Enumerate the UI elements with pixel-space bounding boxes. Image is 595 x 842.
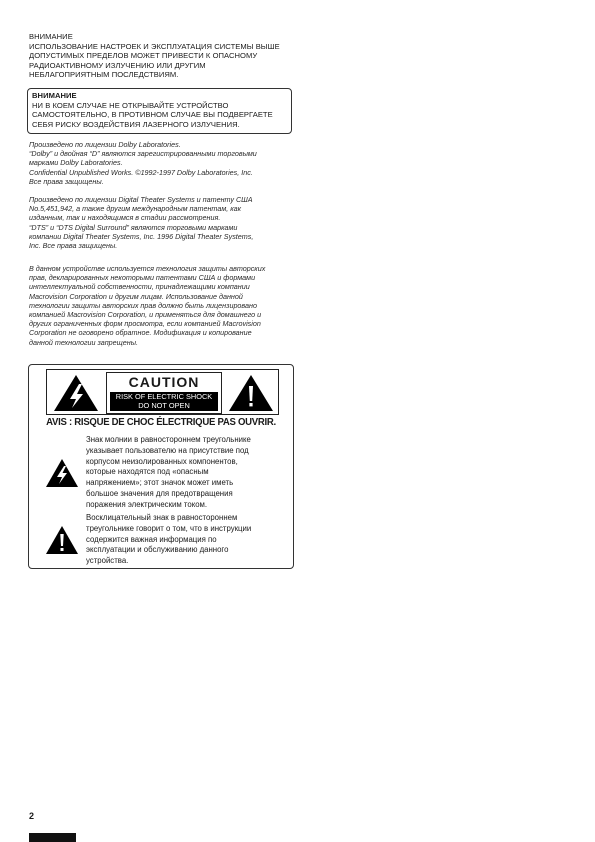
exclamation-symbol-explanation (86, 513, 251, 567)
text-line: СЕБЯ РИСКУ ВОЗДЕЙСТВИЯ ЛАЗЕРНОГО ИЗЛУЧЕНИЯ. (32, 119, 240, 129)
warning-heading: ВНИМАНИЕ (32, 91, 77, 100)
text-line: Confidential Unpublished Works. ©1992-1997 Dolby Laboratories, Inc. (29, 167, 253, 177)
caution-word: CAUTION (128, 374, 200, 390)
text-line: Произведено по лицензии Dolby Laboratories. (29, 140, 181, 149)
exclamation-triangle-icon (228, 374, 274, 412)
text-line: марками Dolby Laboratories. (29, 158, 123, 168)
text-line: которые находятся под «опасным (86, 467, 209, 477)
text-line: Inc. Все права защищены. (29, 241, 118, 251)
text-line: корпусом неизолированных компонентов, (86, 456, 238, 466)
text-line: прав, декларированных некоторыми патентами США и формами (29, 273, 256, 283)
risk-line: DO NOT OPEN (138, 401, 190, 411)
text-line: ДОПУСТИМЫХ ПРЕДЕЛОВ МОЖЕТ ПРИВЕСТИ К ОПАСНОМУ (29, 51, 258, 61)
risk-of-shock-label (110, 392, 218, 411)
text-line: технологии защиты авторских прав должно быть лицензировано (29, 300, 257, 310)
caution-label-box (28, 364, 294, 569)
text-line: В данном устройстве используется технология защиты авторских (29, 264, 266, 273)
text-line: поражения электрическим током. (86, 499, 208, 509)
text-line: РАДИОАКТИВНОМУ ИЗЛУЧЕНИЮ ИЛИ ДРУГИМ (29, 60, 206, 70)
text-line: “Dolby” и двойная “D” являются зарегистрированными торговыми (29, 149, 257, 159)
text-line: указывает пользователю на присутствие под (86, 445, 249, 455)
text-line: НИ В КОЕМ СЛУЧАЕ НЕ ОТКРЫВАЙТЕ УСТРОЙСТВО (32, 100, 229, 110)
exclamation-triangle-icon (45, 525, 79, 555)
macrovision-paragraph (29, 264, 294, 347)
risk-line: RISK OF ELECTRIC SHOCK (115, 392, 213, 401)
text-line: изданным, так и находящимся в стадии рассмотрения. (29, 213, 221, 223)
text-line: Восклицательный знак в равностороннем (86, 513, 238, 522)
text-line: данной технологии запрещены. (29, 337, 138, 347)
text-line: САМОСТОЯТЕЛЬНО, В ПРОТИВНОМ СЛУЧАЕ ВЫ ПОДВЕРГАЕТЕ (32, 110, 273, 120)
text-line: напряжением»; этот значок может иметь (86, 478, 234, 488)
text-line: содержится важная информация по (86, 534, 217, 544)
text-line: устройства. (86, 556, 129, 566)
laser-warning-block (29, 32, 294, 80)
text-line: Все права защищены. (29, 176, 104, 186)
text-line: ИСПОЛЬЗОВАНИЕ НАСТРОЕК И ЭКСПЛУАТАЦИЯ СИСТЕМЫ ВЫШЕ (29, 41, 280, 51)
text-line: Знак молнии в равностороннем треугольнике (86, 435, 251, 444)
text-line: “DTS” и “DTS Digital Surround” являются торговыми марками (29, 222, 238, 232)
lightning-triangle-icon (45, 458, 79, 488)
text-line: Macrovision Corporation и другим лицам. Использование данной (29, 291, 243, 301)
text-line: интеллектуальной собственности, принадлежащими компании (29, 282, 250, 292)
lightning-triangle-icon (53, 374, 99, 412)
text-line: компании Digital Theater Systems, Inc. 1996 Digital Theater Systems, (29, 231, 254, 241)
dts-license-paragraph (29, 195, 294, 250)
text-line: эксплуатации и обслуживанию данного (86, 545, 229, 555)
text-line: большое значения для предотвращения (86, 488, 233, 498)
text-line: НЕБЛАГОПРИЯТНЫМ ПОСЛЕДСТВИЯМ. (29, 70, 179, 80)
avis-french-warning: AVIS : RISQUE DE CHOC ÉLECTRIQUE PAS OUVRIR. (46, 417, 276, 428)
open-device-warning-box (27, 88, 292, 134)
text-line: треугольнике говорит о том, что в инструкции (86, 523, 252, 533)
page-number: 2 (29, 811, 35, 821)
text-line: Corporation не оговорено обратное. Модификация и копирование (29, 328, 252, 338)
text-line: No.5,451,942, а также другим международным патентам, как (29, 204, 242, 214)
caution-sign (106, 372, 222, 414)
lightning-symbol-explanation (86, 435, 251, 511)
dolby-license-paragraph (29, 140, 294, 186)
caution-banner (46, 369, 279, 415)
footer-bar (29, 833, 76, 842)
text-line: ВНИМАНИЕ (29, 32, 73, 41)
text-line: Произведено по лицензии Digital Theater Systems и патенту США (29, 195, 253, 204)
text-line: компанией Macrovision Corporation, и применяться для домашнего и (29, 310, 262, 320)
text-line: других ограниченных форм просмотра, если компанией Macrovision (29, 319, 261, 329)
